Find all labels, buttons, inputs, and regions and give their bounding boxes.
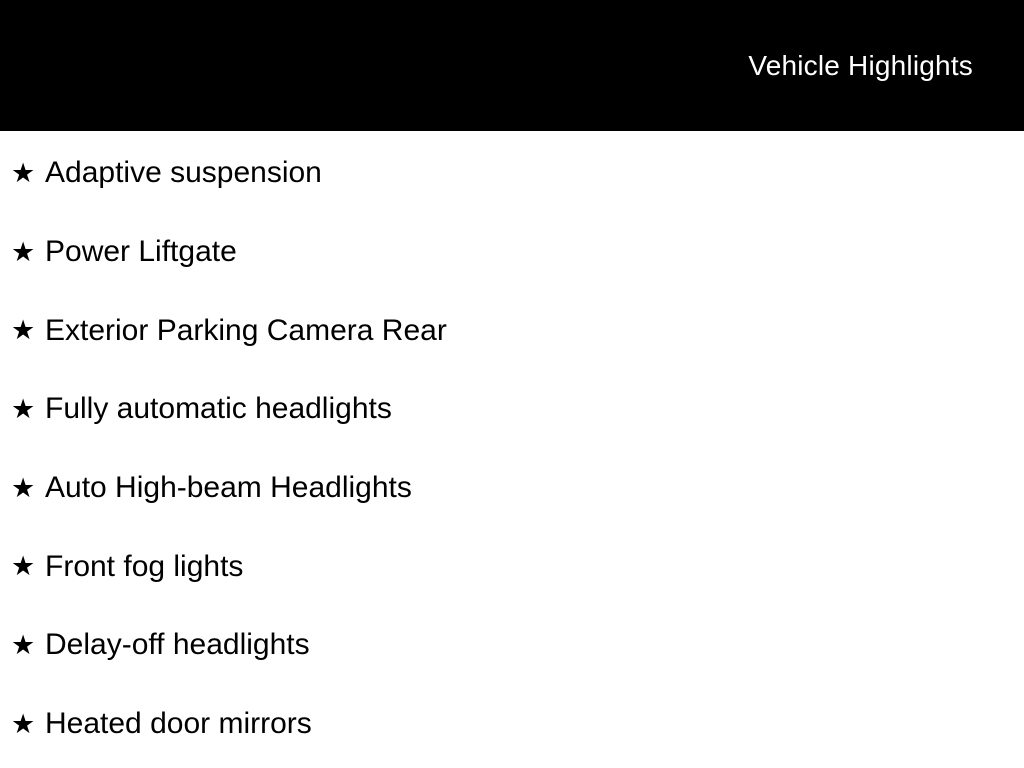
star-icon: ★ bbox=[11, 708, 36, 739]
star-icon: ★ bbox=[11, 393, 36, 424]
highlight-label: Heated door mirrors bbox=[45, 707, 312, 741]
highlight-label: Exterior Parking Camera Rear bbox=[45, 313, 447, 347]
star-icon: ★ bbox=[11, 236, 36, 267]
star-icon: ★ bbox=[11, 315, 36, 346]
highlight-label: Fully automatic headlights bbox=[45, 392, 392, 426]
star-icon: ★ bbox=[11, 551, 36, 582]
highlight-item bbox=[11, 213, 1024, 292]
highlight-label: Power Liftgate bbox=[45, 235, 237, 269]
highlight-label: Delay-off headlights bbox=[45, 628, 310, 662]
highlight-label: Adaptive suspension bbox=[45, 156, 322, 190]
highlight-label: Front fog lights bbox=[45, 549, 244, 583]
highlight-item bbox=[11, 685, 1024, 764]
highlight-label: Auto High-beam Headlights bbox=[45, 471, 412, 505]
highlight-item bbox=[11, 606, 1024, 685]
highlight-item bbox=[11, 527, 1024, 606]
star-icon: ★ bbox=[11, 472, 36, 503]
highlight-item bbox=[11, 291, 1024, 370]
highlight-item bbox=[11, 370, 1024, 449]
page-title: Vehicle Highlights bbox=[748, 49, 973, 81]
header-bar bbox=[0, 0, 1024, 131]
highlight-item bbox=[11, 449, 1024, 528]
star-icon: ★ bbox=[11, 629, 36, 660]
highlight-item bbox=[11, 134, 1024, 213]
highlights-list bbox=[0, 131, 1024, 764]
star-icon: ★ bbox=[11, 157, 36, 188]
